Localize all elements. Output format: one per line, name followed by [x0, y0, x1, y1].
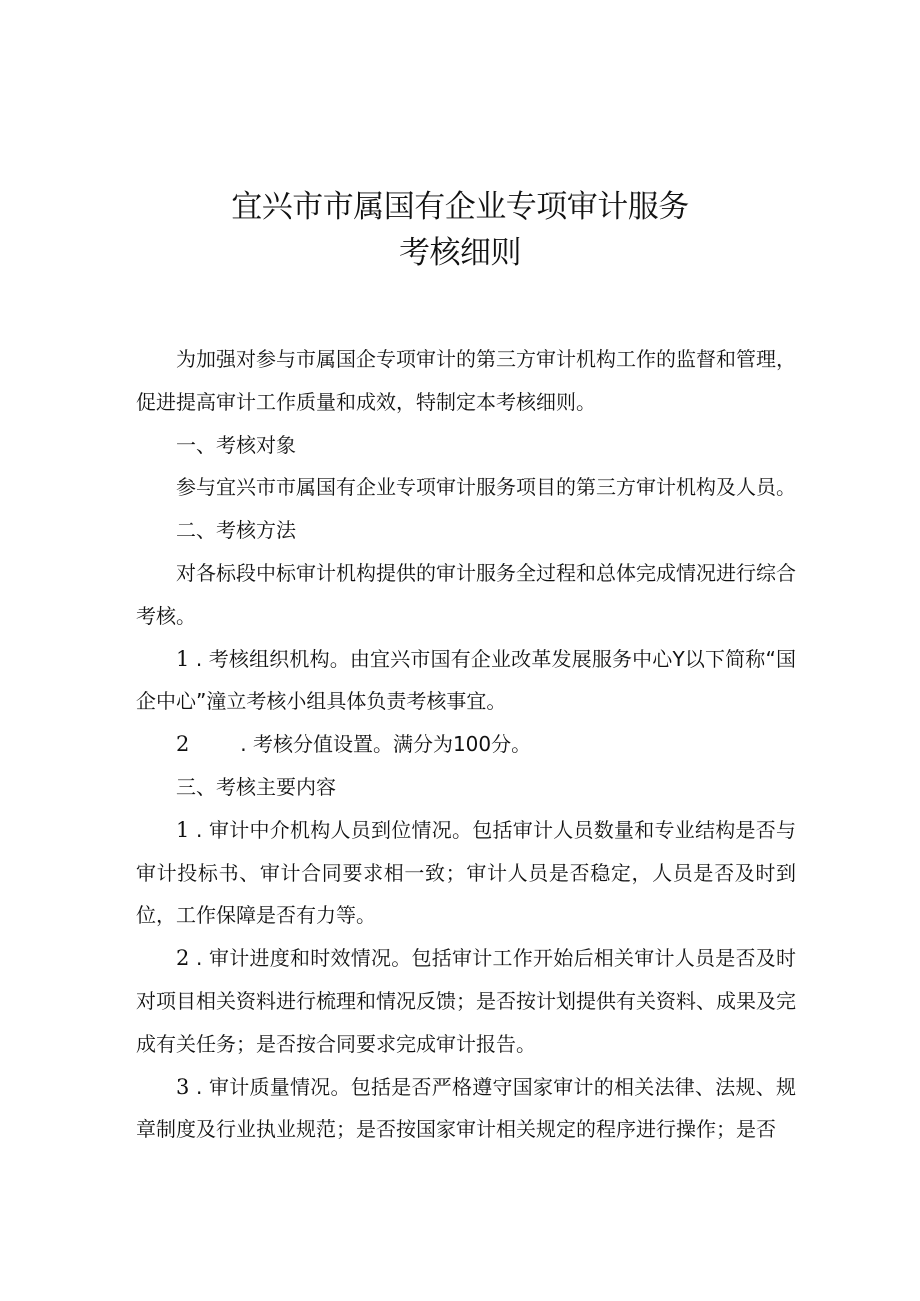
item-text: . 审计中介机构人员到位情况。包括审计人员数量和专业结构是否与审计投标书、审计合同要求相一致；审计人员是否稳定，人员是否及时到位，工作保障是否有力等。 — [136, 817, 796, 928]
item-text: . 审计进度和时效情况。包括审计工作开始后相关审计人员是否及时对项目相关资料进行梳理和情况反馈；是否按计划提供有关资料、成果及完成有关任务；是否按合同要求完成审计报告。 — [136, 946, 796, 1056]
item-text: . 审计质量情况。包括是否严格遵守国家审计的相关法律、法规、规章制度及行业执业规范；是否按国家审计相关规定的程序进行操作；是否 — [136, 1074, 796, 1142]
title-line-2: 考核细则 — [399, 235, 521, 271]
item-number: 1 — [176, 817, 190, 842]
section-2-item-1 — [136, 638, 796, 724]
item-number: 2 — [176, 946, 190, 971]
item-number: 3 — [176, 1074, 190, 1099]
section-1-heading: 一、考核对象 — [176, 432, 296, 457]
section-1-body: 参与宜兴市市属国有企业专项审计服务项目的第三方审计机构及人员。 — [176, 475, 796, 500]
section-3-item-3 — [136, 1066, 796, 1152]
section-3-item-1 — [136, 809, 796, 937]
section-2-item-2 — [136, 723, 796, 766]
section-2-heading: 二、考核方法 — [176, 518, 296, 543]
document-title — [0, 184, 920, 276]
item-number: 1 — [176, 646, 190, 671]
intro-paragraph: 为加强对参与市属国企专项审计的第三方审计机构工作的监督和管理，促进提高审计工作质量和成效，特制定本考核细则。 — [136, 347, 796, 414]
section-3-item-2 — [136, 937, 796, 1065]
document-body — [136, 338, 796, 1151]
item-number: 2 — [176, 732, 190, 757]
item-text: . 考核组织机构。由宜兴市国有企业改革发展服务中心Y以下简称“国企中心”潼立考核小组具体负责考核事宜。 — [136, 646, 796, 714]
title-line-1: 宜兴市市属国有企业专项审计服务 — [231, 189, 689, 225]
section-3-heading: 三、考核主要内容 — [176, 774, 336, 799]
section-2-body: 对各标段中标审计机构提供的审计服务全过程和总体完成情况进行综合考核。 — [136, 560, 796, 628]
item-text: . 考核分值设置。满分为100分。 — [189, 732, 532, 757]
